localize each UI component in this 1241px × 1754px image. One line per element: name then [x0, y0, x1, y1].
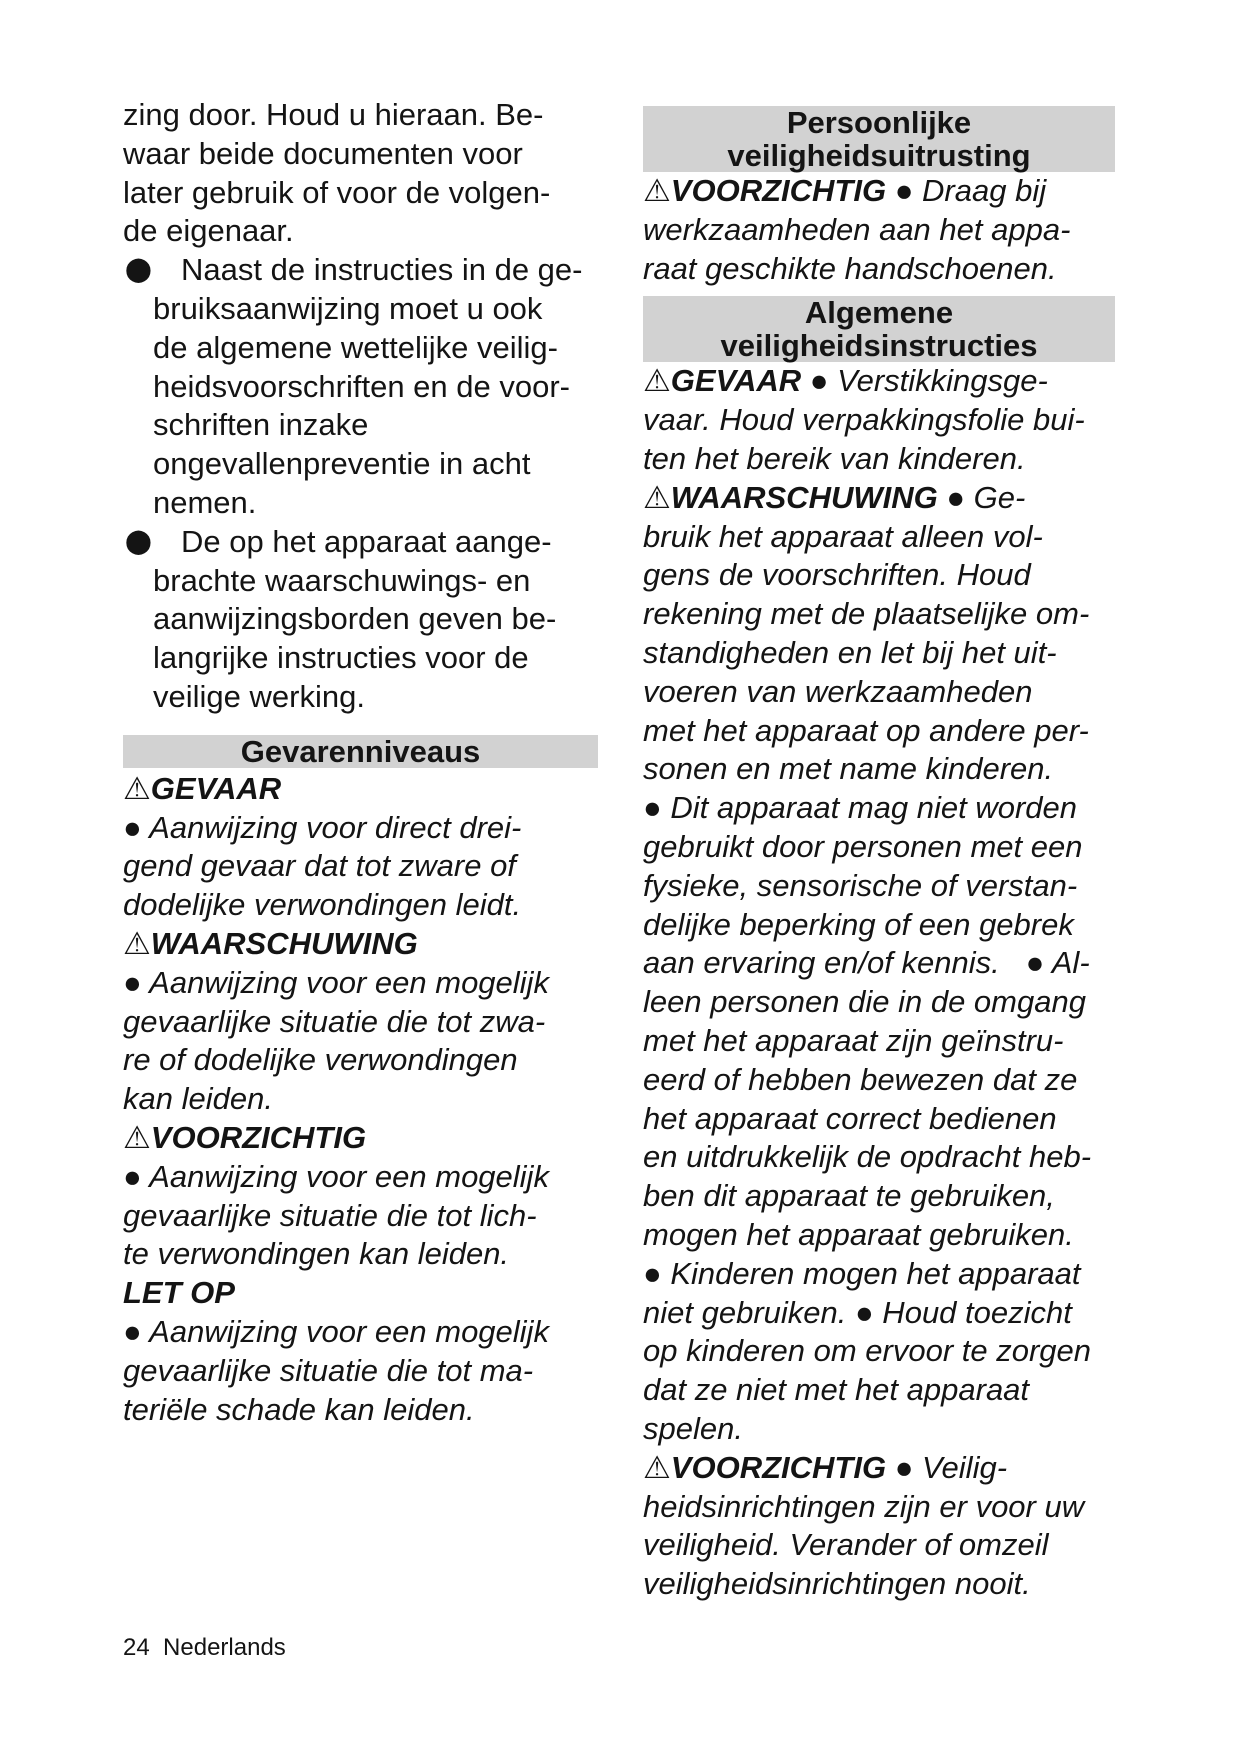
bullet-item: ⬤ Naast de instructies in de ge- bruiksaanwijzing moet u ook de algemene wettelijke veilig- heidsvoorschriften en de voor- schriften inzake ongevallenpreventie in acht nemen.: [125, 252, 583, 520]
warning-label: ⚠WAARSCHUWING: [643, 480, 938, 515]
section-heading-persoonlijke-veiligheidsuitrusting: Persoonlijke veiligheidsuitrusting: [643, 106, 1115, 172]
bullet-icon: ⬤: [125, 256, 152, 284]
bullet-icon: ⬤: [125, 527, 152, 555]
level-desc-gevaar: ● Aanwijzing voor direct drei- gend gevaar dat tot zware of dodelijke verwondingen leidt.: [123, 809, 522, 923]
warning-label: ⚠VOORZICHTIG: [643, 1450, 886, 1485]
left-column: [123, 96, 598, 1429]
level-desc-voorzichtig: ● Aanwijzing voor een mogelijk gevaarlijke situatie die tot lich- te verwondingen kan leiden.: [123, 1158, 549, 1272]
bullet-item: ⬤ De op het apparaat aange- brachte waarschuwings- en aanwijzingsborden geven be- langrijke instructies voor de veilige werking.: [125, 523, 557, 714]
warning-triangle-icon: ⚠: [643, 363, 671, 399]
warning-triangle-icon: ⚠: [123, 770, 151, 806]
page-number: 24: [123, 1634, 150, 1661]
voorzichtig-paragraph: ⚠VOORZICHTIG ● Veilig- heidsinrichtingen zijn er voor uw veiligheid. Verander of omzeil veiligheidsinrichtingen nooit.: [643, 1449, 1085, 1602]
warning-triangle-icon: ⚠: [643, 479, 671, 515]
footer-language: Nederlands: [163, 1634, 286, 1661]
section-heading-gevarenniveaus: Gevarenniveaus: [123, 735, 598, 768]
level-desc-let-op: ● Aanwijzing voor een mogelijk gevaarlijke situatie die tot ma- teriële schade kan leiden.: [123, 1313, 549, 1427]
intro-text: zing door. Houd u hieraan. Be- waar beide documenten voor later gebruik of voor de volgen- de eigenaar.: [123, 97, 551, 249]
right-column: [643, 106, 1115, 1604]
level-title-let-op: LET OP: [123, 1275, 235, 1311]
gevaar-paragraph: ⚠GEVAAR ● Verstikkingsge- vaar. Houd verpakkingsfolie bui- ten het bereik van kinderen.: [643, 363, 1085, 476]
level-desc-waarschuwing: ● Aanwijzing voor een mogelijk gevaarlijke situatie die tot zwa- re of dodelijke verwondingen kan leiden.: [123, 964, 549, 1117]
level-title-voorzichtig: ⚠VOORZICHTIG: [123, 1119, 598, 1158]
warning-triangle-icon: ⚠: [643, 173, 671, 208]
warning-label: ⚠VOORZICHTIG: [643, 173, 886, 208]
level-title-waarschuwing: ⚠WAARSCHUWING: [123, 925, 598, 964]
page-footer: [123, 1634, 286, 1662]
warning-triangle-icon: ⚠: [123, 1119, 151, 1155]
warning-triangle-icon: ⚠: [123, 925, 151, 961]
level-title-gevaar: ⚠GEVAAR: [123, 770, 598, 809]
section-heading-algemene-veiligheidsinstructies: Algemene veiligheidsinstructies: [643, 296, 1115, 362]
warning-label: ⚠GEVAAR: [643, 363, 801, 398]
warning-triangle-icon: ⚠: [643, 1449, 671, 1485]
ppe-paragraph: ⚠VOORZICHTIG ● Draag bij werkzaamheden aan het appa- raat geschikte handschoenen.: [643, 173, 1071, 286]
waarschuwing-paragraph: ⚠WAARSCHUWING ● Ge- bruik het apparaat alleen vol- gens de voorschriften. Houd rekening met de plaatselijke om- standigheden en let bij het uit- voeren van werkzaamheden met het apparaat op andere per- sonen en met name kinderen. ● Dit apparaat mag niet worden gebruikt door personen met een fysieke, sensorische of verstan- delijke beperking of een gebrek aan ervaring en/of kennis. ● Al- leen personen die in de omgang met het apparaat zijn geïnstru- eerd of hebben bewezen dat ze het apparaat correct bedienen en uitdrukkelijk de opdracht heb- ben dit apparaat te gebruiken, mogen het apparaat gebruiken. ● Kinderen mogen het apparaat niet gebruiken. ● Houd toezicht op kinderen om ervoor te zorgen dat ze niet met het apparaat spelen.: [643, 479, 1092, 1446]
